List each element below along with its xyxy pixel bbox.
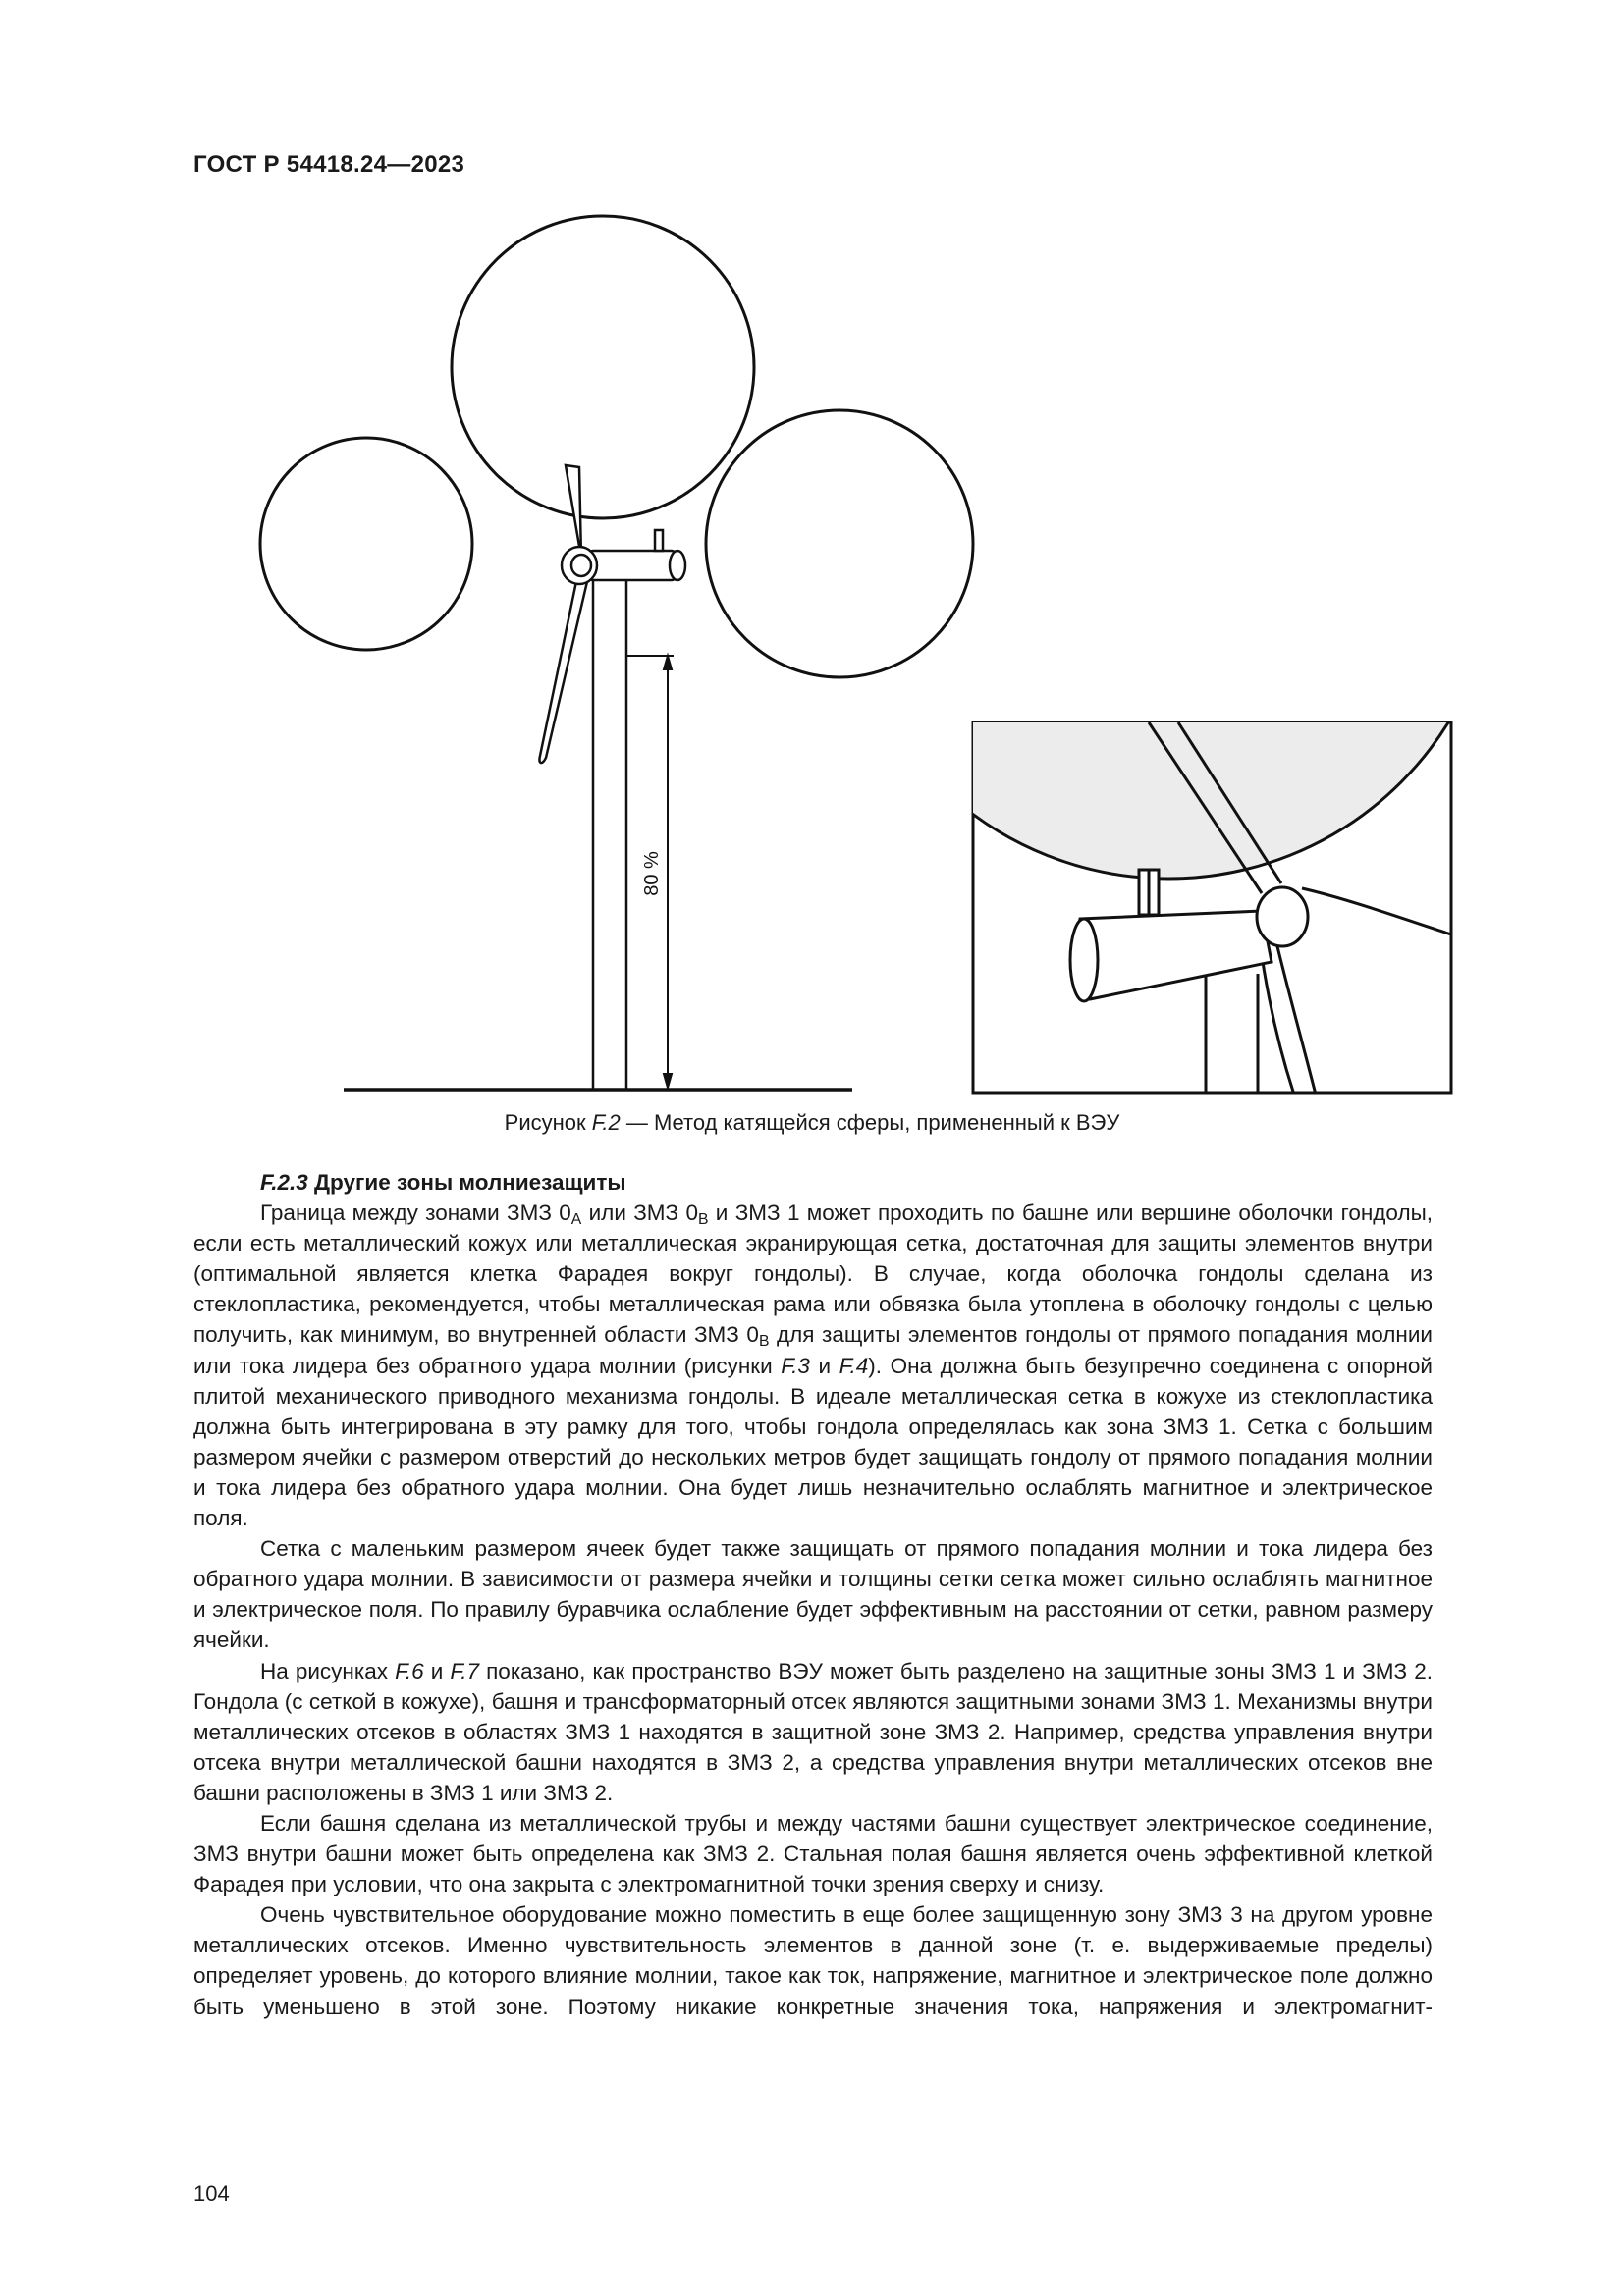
hub-inner <box>571 555 591 576</box>
blade-lower <box>539 567 589 763</box>
sphere-top <box>452 216 754 518</box>
blade-upper <box>566 465 581 558</box>
inset-detail <box>839 221 1497 1095</box>
figure-caption <box>0 1110 1624 1136</box>
dimension-arrow-bottom <box>664 1074 672 1088</box>
section-title: Другие зоны молниезащиты <box>307 1170 626 1195</box>
caption-ref: F.2 <box>591 1110 621 1135</box>
sphere-right <box>706 410 973 677</box>
dimension-label: 80 % <box>641 851 663 896</box>
nacelle <box>589 551 676 580</box>
inset-nacelle-front <box>1070 919 1098 1001</box>
nacelle-tail <box>670 551 685 580</box>
inset-sphere <box>839 221 1497 879</box>
paragraph-2: Сетка с маленьким размером ячеек будет также защищать от прямого попадания молнии и тока лидера без обратного удара молнии. В зависимости от размера ячейки и толщины сетки сетка может сильно ослаблять магнитное и электрическое поля. По правилу буравчика ослабление будет эффективным на расстоянии от сетки, равном размеру ячейки. <box>193 1536 1433 1653</box>
rolling-sphere-drawing <box>260 216 973 677</box>
caption-prefix: Рисунок <box>504 1110 592 1135</box>
caption-text: — Метод катящейся сферы, примененный к ВЭУ <box>620 1110 1120 1135</box>
sphere-left <box>260 438 472 650</box>
section-heading <box>260 1167 1433 1198</box>
paragraph-3: На рисунках F.6 и F.7 показано, как пространство ВЭУ может быть разделено на защитные зоны ЗМЗ 1 и ЗМЗ 2. Гондола (с сеткой в кожухе), башня и трансформаторный отсек являются защитными зонами ЗМЗ 1. Механизмы внутри металлических отсеков в областях ЗМЗ 1 находятся в защитной зоне ЗМЗ 2. Например, средства управления внутри отсека внутри металлической башни находятся в ЗМЗ 2, а средства управления внутри металлических отсеков вне башни расположены в ЗМЗ 1 или ЗМЗ 2. <box>193 1658 1433 1805</box>
paragraph-1: Граница между зонами ЗМЗ $0_A$ или ЗМЗ $0_B$ и ЗМЗ 1 может проходить по башне или вершине оболочки гондолы, если есть металлический кожух или металлическая экранирующая сетка, достаточная для защиты элементов внутри (оптимальной является клетка Фарадея вокруг гондолы). В случае, когда оболочка гондолы сделана из стеклопластика, рекомендуется, чтобы металлическая рама или обвязка была утоплена в оболочку гондолы с целью получить, как минимум, во внутренней области ЗМЗ $0_B$ для защиты элементов гондолы от прямого попадания молнии или тока лидера без обратного удара молнии (рисунки F.3 и F.4). Она должна быть безупречно соединена с опорной плитой механического приводного механизма гондолы. В идеале металлическая сетка в кожухе из стеклопластика должна быть интегрирована в эту рамку для того, чтобы гондола определялась как зона ЗМЗ 1. Сетка с большим размером ячейки с размером отверстий до нескольких метров будет защищать гондолу от прямого попадания молнии и тока лидера без обратного удара молнии. Она будет лишь незначительно ослаблять магнитное и электрическое поля. <box>193 1201 1434 1531</box>
inset-hub <box>1257 887 1308 946</box>
document-code: ГОСТ Р 54418.24—2023 <box>193 151 465 178</box>
paragraph-4: Если башня сделана из металлической трубы и между частями башни существует электрическое соединение, ЗМЗ внутри башни может быть определена как ЗМЗ 2. Стальная полая башня является очень эффективной клеткой Фарадея при условии, что она закрыта с электромагнитной точки зрения сверху и снизу. <box>193 1810 1433 1897</box>
dimension-arrow-top <box>664 656 672 669</box>
paragraph-5: Очень чувствительное оборудование можно поместить в еще более защищенную зону ЗМЗ 3 на другом уровне металлических отсеков. Именно чувствительность элементов в данной зоне (т. е. выдерживаемые пределы) определяет уровень, до которого влияние молнии, такое как ток, напряжение, магнитное и электрическое поле должно быть уменьшено в этой зоне. Поэтому никакие конкретные значения тока, напряжения и электромагнит- <box>193 1902 1433 2019</box>
turbine-drawing <box>344 465 852 1090</box>
body-text <box>193 1167 1433 2022</box>
nacelle-mast <box>655 530 663 551</box>
figure-f2 <box>0 0 1624 1109</box>
section-number: F.2.3 <box>260 1170 308 1195</box>
page-number: 104 <box>193 2181 230 2206</box>
